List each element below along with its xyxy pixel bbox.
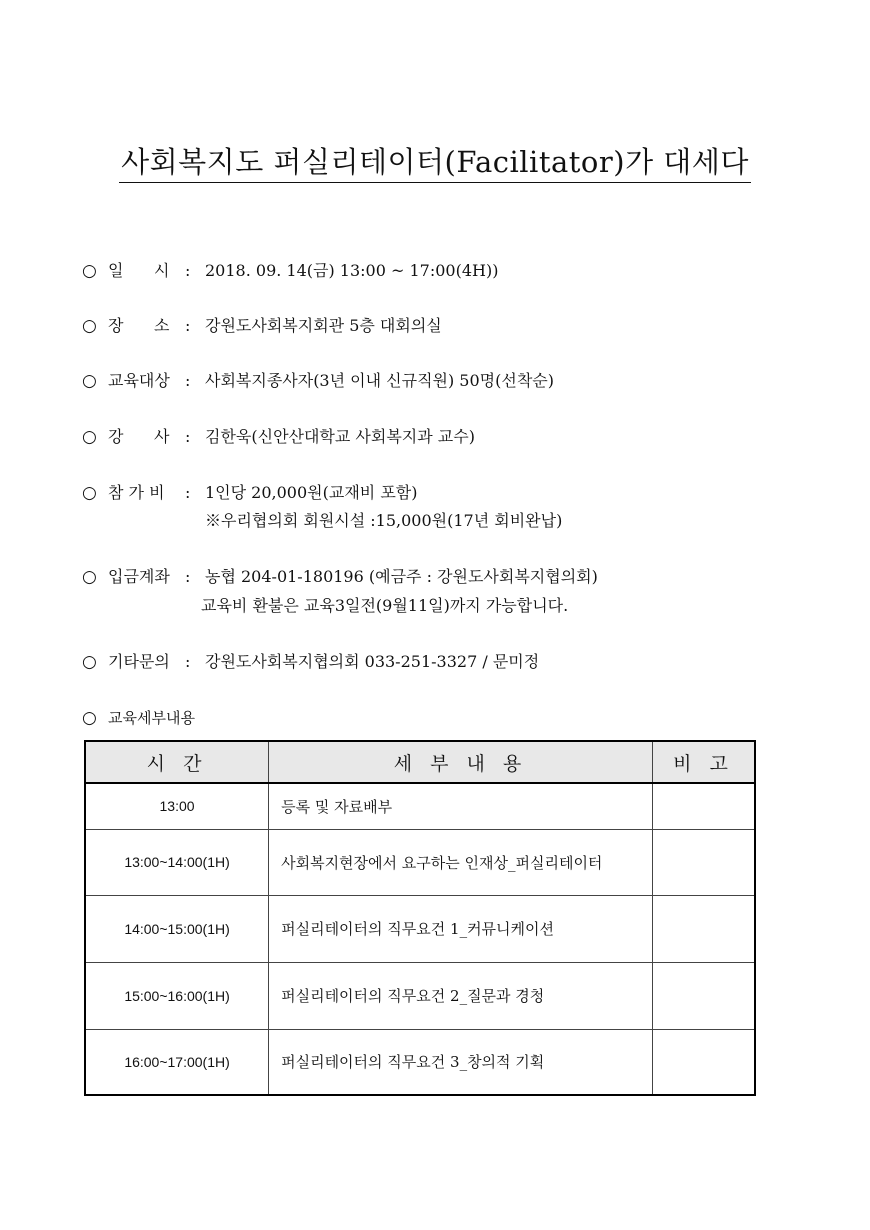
info-row-instructor: ○ 강 사 : 김한욱(신안산대학교 사회복지과 교수) bbox=[82, 427, 475, 447]
info-value: 사회복지종사자(3년 이내 신규직원) 50명(선착순) bbox=[205, 371, 554, 390]
document-title bbox=[0, 140, 870, 181]
content-cell: 사회복지현장에서 요구하는 인재상_퍼실리테이터 bbox=[269, 829, 653, 895]
circle-bullet-icon: ○ bbox=[82, 567, 97, 587]
refund-policy-note: 교육비 환불은 교육3일전(9월11일)까지 가능합니다. bbox=[201, 596, 569, 615]
content-cell: 퍼실리테이터의 직무요건 2_질문과 경청 bbox=[269, 962, 653, 1029]
note-cell bbox=[652, 1029, 755, 1095]
circle-bullet-icon: ○ bbox=[82, 483, 97, 503]
info-label: 강 사 bbox=[108, 427, 170, 446]
table-row bbox=[85, 895, 755, 962]
table-header-row bbox=[85, 741, 755, 783]
info-row-contact: ○ 기타문의 : 강원도사회복지협의회 033-251-3327 / 문미정 bbox=[82, 652, 540, 672]
column-header-time: 시 간 bbox=[85, 741, 269, 783]
time-cell: 13:00~14:00(1H) bbox=[85, 829, 269, 895]
info-row-fee: ○ 참 가 비 : 1인당 20,000원(교재비 포함) bbox=[82, 483, 418, 503]
content-cell: 퍼실리테이터의 직무요건 3_창의적 기획 bbox=[269, 1029, 653, 1095]
info-value: 강원도사회복지협의회 033-251-3327 / 문미정 bbox=[205, 652, 540, 671]
note-cell bbox=[652, 895, 755, 962]
info-value: 농협 204-01-180196 (예금주 : 강원도사회복지협의회) bbox=[205, 567, 598, 586]
column-header-content: 세 부 내 용 bbox=[269, 741, 653, 783]
document-title-text: 사회복지도 퍼실리테이터(Facilitator)가 대세다 bbox=[119, 145, 751, 183]
column-header-note: 비 고 bbox=[652, 741, 755, 783]
circle-bullet-icon: ○ bbox=[82, 427, 97, 447]
time-cell: 13:00 bbox=[85, 783, 269, 829]
info-value: 강원도사회복지회관 5층 대회의실 bbox=[205, 316, 442, 335]
table-row bbox=[85, 1029, 755, 1095]
schedule-table bbox=[84, 740, 756, 1096]
fee-member-note: ※우리협의회 회원시설 :15,000원(17년 회비완납) bbox=[205, 511, 563, 530]
schedule-heading-text: 교육세부내용 bbox=[108, 709, 195, 727]
table-row bbox=[85, 962, 755, 1029]
circle-bullet-icon: ○ bbox=[82, 316, 97, 336]
time-cell: 16:00~17:00(1H) bbox=[85, 1029, 269, 1095]
content-cell: 등록 및 자료배부 bbox=[269, 783, 653, 829]
info-row-datetime: ○ 일 시 : 2018. 09. 14(금) 13:00 ~ 17:00(4H)) bbox=[82, 261, 499, 281]
info-row-target: ○ 교육대상 : 사회복지종사자(3년 이내 신규직원) 50명(선착순) bbox=[82, 371, 554, 391]
info-label: 참 가 비 bbox=[108, 483, 165, 502]
table-row bbox=[85, 783, 755, 829]
info-value: 2018. 09. 14(금) 13:00 ~ 17:00(4H)) bbox=[205, 261, 499, 280]
info-label: 장 소 bbox=[108, 316, 170, 335]
circle-bullet-icon: ○ bbox=[82, 652, 97, 672]
schedule-heading bbox=[82, 708, 195, 728]
info-row-venue: ○ 장 소 : 강원도사회복지회관 5층 대회의실 bbox=[82, 316, 442, 336]
table-row bbox=[85, 829, 755, 895]
time-cell: 15:00~16:00(1H) bbox=[85, 962, 269, 1029]
note-cell bbox=[652, 829, 755, 895]
info-label: 입금계좌 bbox=[108, 567, 170, 586]
info-value: 김한욱(신안산대학교 사회복지과 교수) bbox=[205, 427, 475, 446]
note-cell bbox=[652, 962, 755, 1029]
note-cell bbox=[652, 783, 755, 829]
info-label: 교육대상 bbox=[108, 371, 170, 390]
circle-bullet-icon: ○ bbox=[82, 261, 97, 281]
info-value: 1인당 20,000원(교재비 포함) bbox=[205, 483, 418, 502]
info-row-account: ○ 입금계좌 : 농협 204-01-180196 (예금주 : 강원도사회복지협의회) bbox=[82, 567, 598, 587]
info-label: 일 시 bbox=[108, 261, 170, 280]
time-cell: 14:00~15:00(1H) bbox=[85, 895, 269, 962]
circle-bullet-icon: ○ bbox=[82, 371, 97, 391]
circle-bullet-icon: ○ bbox=[82, 708, 97, 728]
content-cell: 퍼실리테이터의 직무요건 1_커뮤니케이션 bbox=[269, 895, 653, 962]
info-label: 기타문의 bbox=[108, 652, 170, 671]
